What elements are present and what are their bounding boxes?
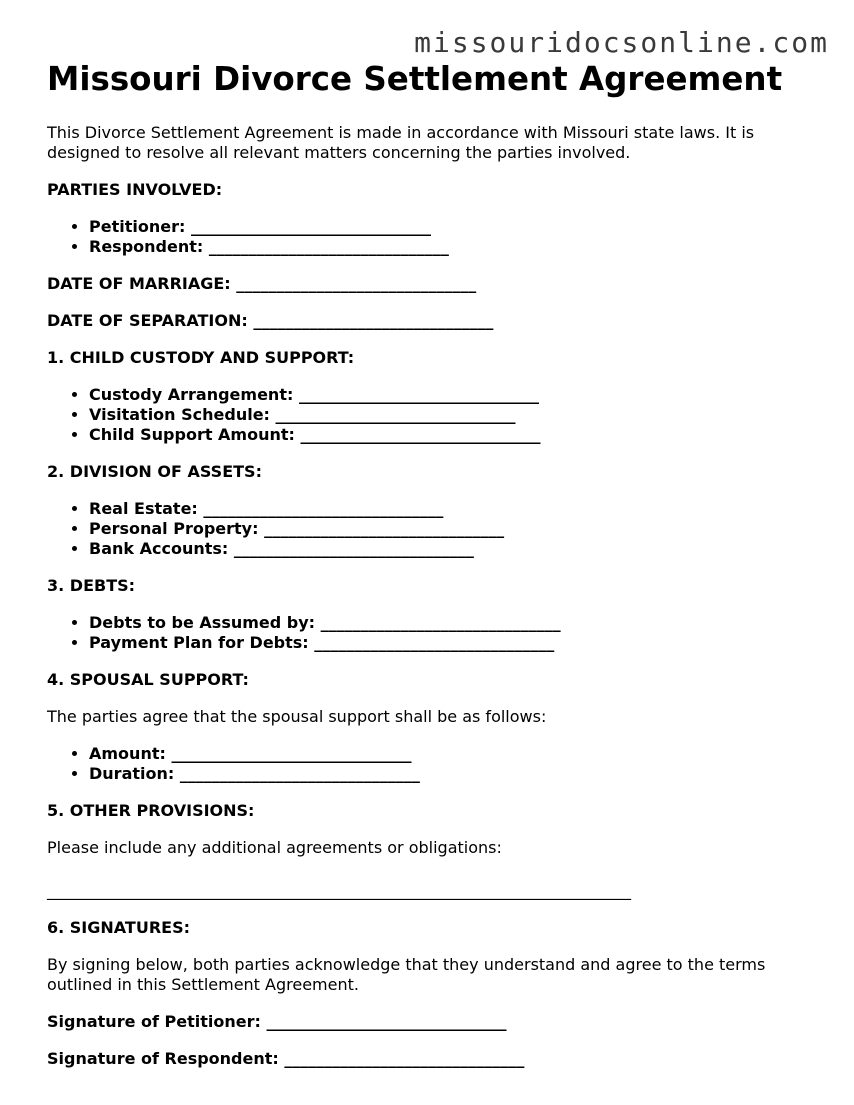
spousal-support-heading: 4. SPOUSAL SUPPORT: (47, 670, 249, 689)
custody-heading: 1. CHILD CUSTODY AND SUPPORT: (47, 348, 355, 367)
date-of-separation-field[interactable]: DATE OF SEPARATION: ______________________________ (47, 311, 494, 330)
assets-heading: 2. DIVISION OF ASSETS: (47, 462, 262, 481)
debts-list (47, 613, 817, 653)
personal-property-field[interactable]: • Personal Property: ______________________________ (89, 519, 817, 539)
date-of-marriage-field[interactable]: DATE OF MARRIAGE: ______________________________ (47, 274, 477, 293)
debts-assumed-by-field[interactable]: • Debts to be Assumed by: ______________________________ (89, 613, 817, 633)
other-provisions-line[interactable]: _________________________________________________________________________ (47, 881, 631, 900)
spousal-support-text: The parties agree that the spousal support shall be as follows: (47, 707, 547, 726)
custody-arrangement-field[interactable]: • Custody Arrangement: ______________________________ (89, 385, 817, 405)
spousal-amount-field[interactable]: • Amount: ______________________________ (89, 744, 817, 764)
child-support-amount-field[interactable]: • Child Support Amount: ______________________________ (89, 425, 817, 445)
site-watermark: missouridocsonline.com (414, 26, 829, 59)
parties-list (47, 217, 817, 257)
respondent-signature-field[interactable]: Signature of Respondent: ______________________________ (47, 1049, 525, 1068)
signatures-heading: 6. SIGNATURES: (47, 918, 190, 937)
other-provisions-heading: 5. OTHER PROVISIONS: (47, 801, 255, 820)
petitioner-field[interactable]: • Petitioner: ______________________________ (89, 217, 817, 237)
real-estate-field[interactable]: • Real Estate: ______________________________ (89, 499, 817, 519)
custody-list (47, 385, 817, 445)
bank-accounts-field[interactable]: • Bank Accounts: ______________________________ (89, 539, 817, 559)
signatures-text: By signing below, both parties acknowledge that they understand and agree to the terms outlined in this Settlement Agreement. (47, 955, 766, 994)
spousal-duration-field[interactable]: • Duration: ______________________________ (89, 764, 817, 784)
other-provisions-text: Please include any additional agreements or obligations: (47, 838, 502, 857)
document-title: Missouri Divorce Settlement Agreement (47, 60, 783, 98)
payment-plan-field[interactable]: • Payment Plan for Debts: ______________________________ (89, 633, 817, 653)
petitioner-signature-field[interactable]: Signature of Petitioner: ______________________________ (47, 1012, 507, 1031)
visitation-schedule-field[interactable]: • Visitation Schedule: ______________________________ (89, 405, 817, 425)
spousal-list (47, 744, 817, 784)
parties-heading: PARTIES INVOLVED: (47, 180, 223, 199)
assets-list (47, 499, 817, 559)
intro-paragraph: This Divorce Settlement Agreement is made in accordance with Missouri state laws. It is designed to resolve all relevant matters concerning the parties involved. (47, 123, 755, 162)
agreement-body (47, 123, 817, 1069)
debts-heading: 3. DEBTS: (47, 576, 136, 595)
respondent-field[interactable]: • Respondent: ______________________________ (89, 237, 817, 257)
